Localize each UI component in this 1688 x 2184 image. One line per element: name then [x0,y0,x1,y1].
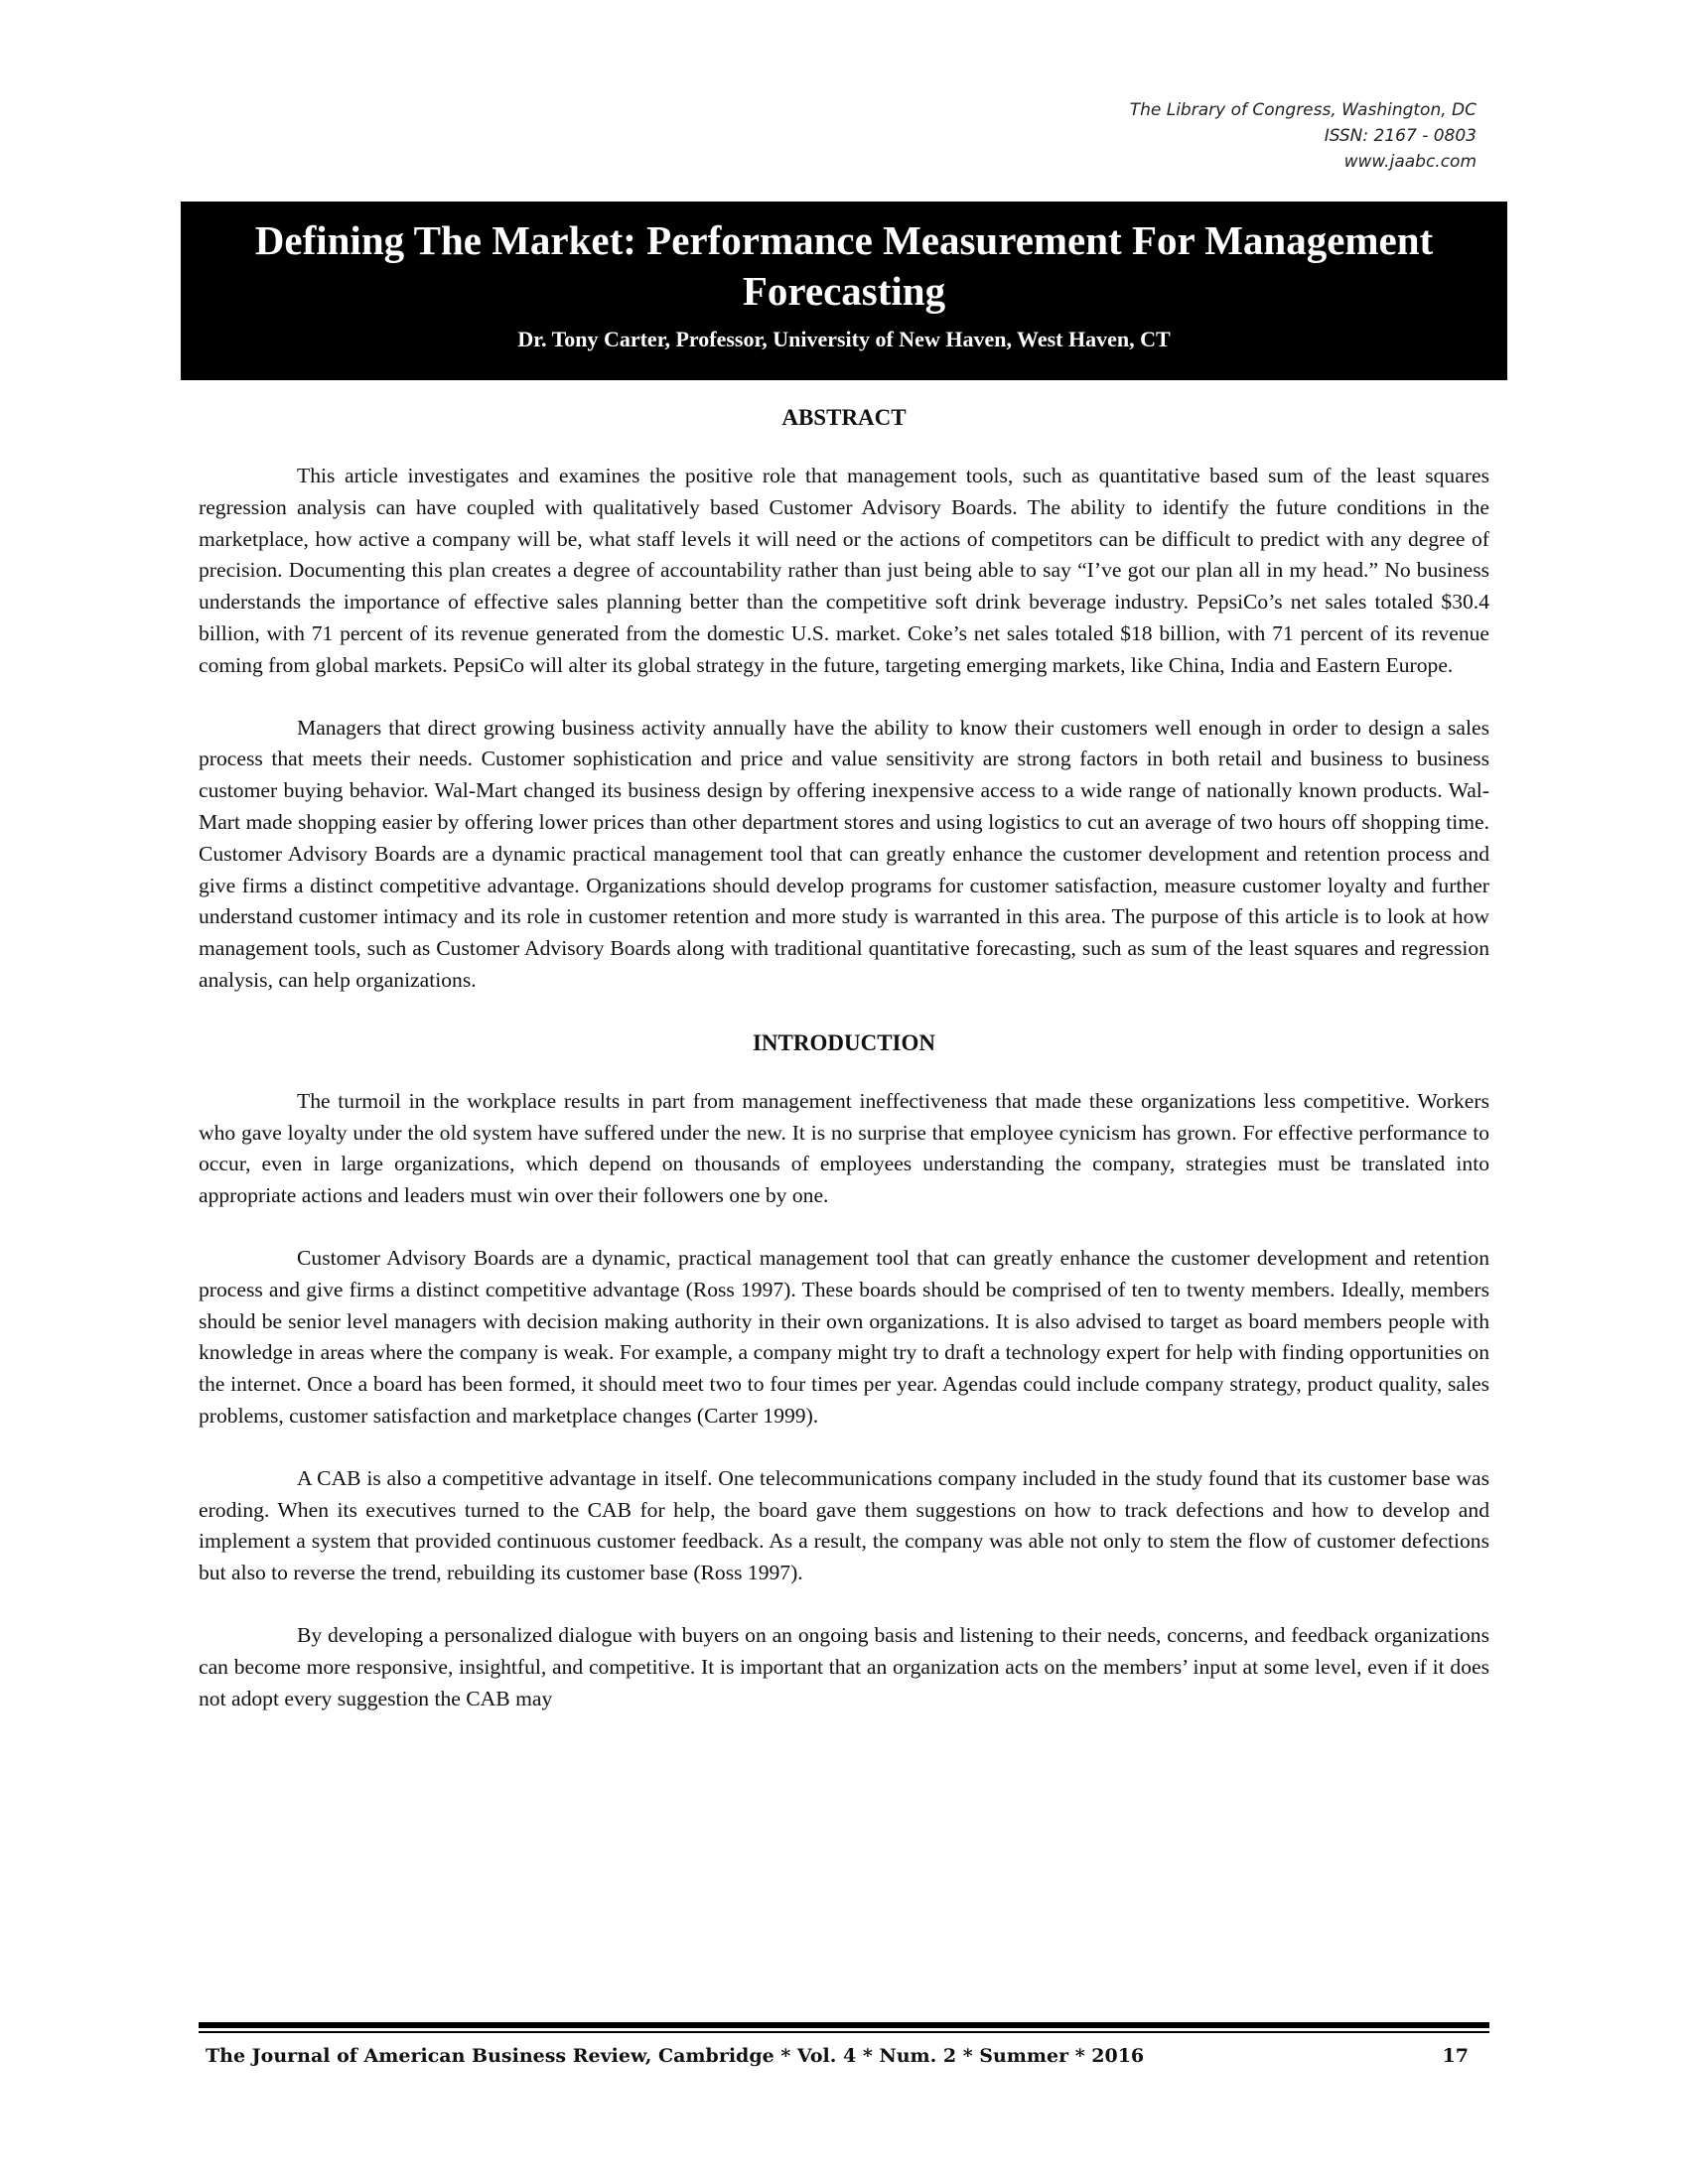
footer-rule-thin [199,2031,1489,2033]
introduction-paragraph: The turmoil in the workplace results in part from management ineffectiveness that made these organizations less competitive. Workers who gave loyalty under the old system have suffered under the new. It is no surprise that employee cynicism has grown. For effective performance to occur, even in large organizations, which depend on thousands of employees understanding the company, strategies must be translated into appropriate actions and leaders must win over their followers one by one. [199,1088,1489,1208]
journal-citation: The Journal of American Business Review, Cambridge * Vol. 4 * Num. 2 * Summer * 2016 [206,2045,1145,2067]
abstract-heading: ABSTRACT [781,405,907,430]
issn-line: ISSN: 2167 - 0803 [1324,126,1477,146]
footer-rule-thick [199,2022,1489,2028]
article-title: Defining The Market: Performance Measurement For Management Forecasting [254,217,1434,314]
introduction-paragraph: Customer Advisory Boards are a dynamic, practical management tool that can greatly enhance the customer development and retention process and give firms a distinct competitive advantage (Ross 1997). These boards should be comprised of ten to twenty members. Ideally, members should be senior level managers with decision making authority in their own organizations. It is also advised to target as board members people with knowledge in areas where the company is weak. For example, a company might try to draft a technology expert for help with finding opportunities on the internet. Once a board has been formed, it should meet two to four times per year. Agendas could include company strategy, product quality, sales problems, customer satisfaction and marketplace changes (Carter 1999). [199,1245,1489,1428]
introduction-paragraph: A CAB is also a competitive advantage in itself. One telecommunications company included in the study found that its customer base was eroding. When its executives turned to the CAB for help, the board gave them suggestions on how to track defections and how to develop and implement a system that provided continuous customer feedback. As a result, the company was able not only to stem the flow of customer defections but also to reverse the trend, rebuilding its customer base (Ross 1997). [199,1465,1489,1585]
article-body [199,402,1489,1745]
introduction-paragraph: By developing a personalized dialogue with buyers on an ongoing basis and listening to their needs, concerns, and feedback organizations can become more responsive, insightful, and competitive. It is important that an organization acts on the members’ input at some level, even if it does not adopt every suggestion the CAB may [199,1622,1489,1710]
abstract-paragraph: Managers that direct growing business activity annually have the ability to know their customers well enough in order to design a sales process that meets their needs. Customer sophistication and price and value sensitivity are strong factors in both retail and business to business customer buying behavior. Wal-Mart changed its business design by offering inexpensive access to a wide range of nationally known products. Wal-Mart made shopping easier by offering lower prices than other department stores and using logistics to cut an average of two hours off shopping time. Customer Advisory Boards are a dynamic practical management tool that can greatly enhance the customer development and retention process and give firms a distinct competitive advantage. Organizations should develop programs for customer satisfaction, measure customer loyalty and further understand customer intimacy and its role in customer retention and more study is warranted in this area. The purpose of this article is to look at how management tools, such as Customer Advisory Boards along with traditional quantitative forecasting, such as sum of the least squares and regression analysis, can help organizations. [199,715,1489,992]
website-line: www.jaabc.com [1343,152,1477,172]
title-banner [181,202,1507,380]
abstract-paragraph: This article investigates and examines the positive role that management tools, such as quantitative based sum of the least squares regression analysis can have coupled with qualitatively based Customer Advisory Boards. The ability to identify the future conditions in the marketplace, how active a company will be, what staff levels it will need or the actions of competitors can be difficult to predict with any degree of precision. Documenting this plan creates a degree of accountability rather than just being able to say “I’ve got our plan all in my head.” No business understands the importance of effective sales planning better than the competitive soft drink beverage industry. PepsiCo’s net sales totaled $30.4 billion, with 71 percent of its revenue generated from the domestic U.S. market. Coke’s net sales totaled $18 billion, with 71 percent of its revenue coming from global markets. PepsiCo will alter its global strategy in the future, targeting emerging markets, like China, India and Eastern Europe. [199,464,1489,677]
page-number: 17 [1442,2045,1469,2067]
page-footer [206,2043,1469,2069]
author-line: Dr. Tony Carter, Professor, University of New Haven, West Haven, CT [517,327,1171,351]
introduction-heading: INTRODUCTION [752,1029,936,1055]
library-line: The Library of Congress, Washington, DC [1129,100,1477,120]
journal-header-info [1130,97,1477,175]
footer-divider [199,2022,1489,2033]
